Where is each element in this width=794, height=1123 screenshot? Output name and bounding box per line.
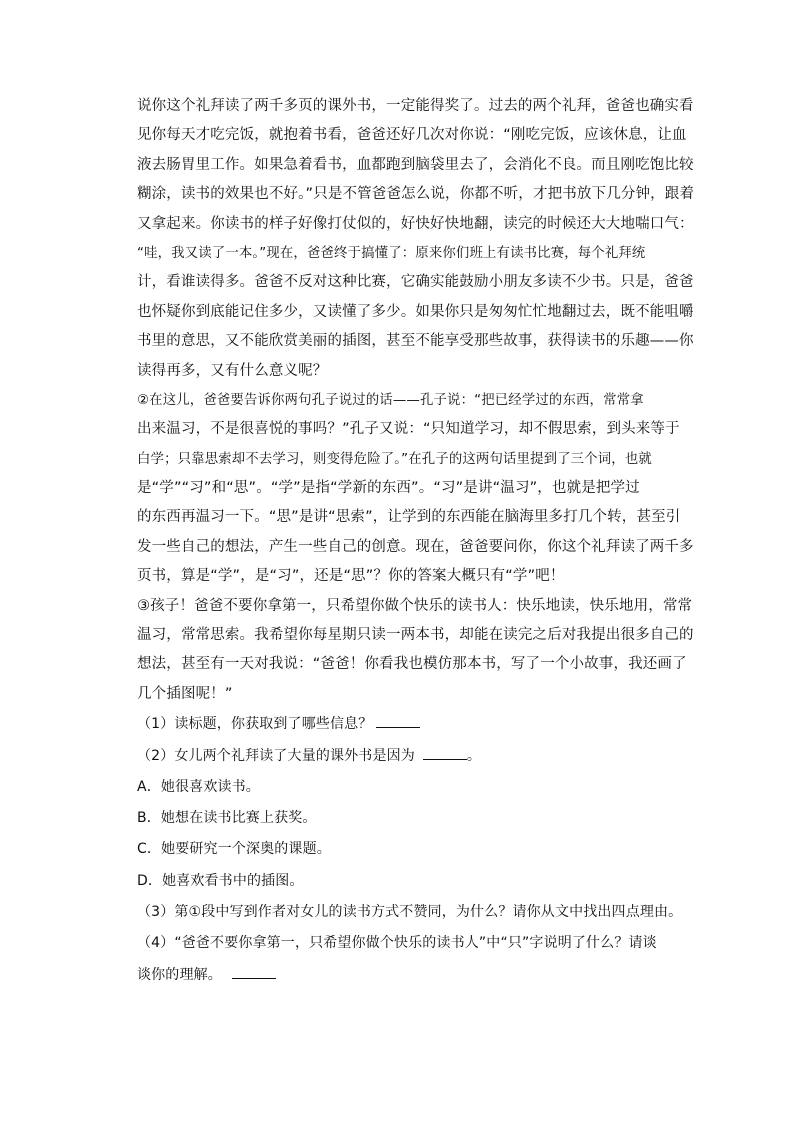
document-content [137,92,695,991]
passage-line: 读得再多，又有什么意义呢？ [137,362,328,379]
question-2-end: 。 [466,747,482,764]
option-c: C．她要研究一个深奥的课题。 [137,841,331,858]
paragraph-2-start: ②在这儿，爸爸要告诉你两句孔子说过的话——孔子说：“把已经学过的东西，常常拿 [137,392,644,408]
question-2 [137,741,680,772]
question-2-text: （2）女儿两个礼拜读了大量的课外书是因为 [137,747,415,764]
passage-line: 温习，常常思索。我希望你每星期只读一两本书，却能在读完之后对我提出很多自己的 [137,627,694,644]
question-4-line-1: （4）“爸爸不要你拿第一，只希望你做个快乐的读书人”中“只”字说明了什么？请谈 [137,935,657,952]
passage-line: 计，看谁读得多。爸爸不反对这种比赛，它确实能鼓励小朋友多读不少书。只是，爸爸 [137,274,694,291]
option-a: A．她很喜欢读书。 [137,778,260,795]
passage-line: 糊涂，读书的效果也不好。”只是不管爸爸怎么说，你都不听，才把书放下几分钟，跟着 [137,186,695,203]
answer-blank[interactable] [376,715,420,728]
passage-line: 也怀疑你到底能记住多少，又读懂了多少。如果你只是匆匆忙忙地翻过去，既不能咀嚼 [137,303,694,320]
answer-blank[interactable] [423,747,467,760]
passage-line: 白学；只靠思索却不去学习，则变得危险了。”在孔子的这两句话里提到了三个词，也就 [137,451,652,467]
question-4-line-2 [137,960,680,991]
passage-line: 页书，算是“学”，是“习”，还是“思”？你的答案大概只有“学”吧！ [137,568,565,585]
question-1 [137,709,680,740]
answer-blank[interactable] [232,966,276,979]
passage-line: 发一些自己的想法，产生一些自己的创意。现在，爸爸要问你，你这个礼拜读了两千多 [137,538,694,555]
question-4-text: 谈你的理解。 [137,966,222,983]
option-d: D．她喜欢看书中的插图。 [137,872,304,889]
question-1-text: （1）读标题，你获取到了哪些信息？ [137,716,373,733]
passage-line: 想法，甚至有一天对我说：“爸爸！你看我也模仿那本书，写了一个小故事，我还画了 [137,656,687,673]
passage-line: 说你这个礼拜读了两千多页的课外书，一定能得奖了。过去的两个礼拜，爸爸也确实看 [137,98,694,114]
passage-line: 液去肠胃里工作。如果急着看书，血都跑到脑袋里去了，会消化不良。而且刚吃饱比较 [137,156,694,173]
paragraph-3-start: ③孩子！爸爸不要你拿第一，只希望你做个快乐的读书人：快乐地读，快乐地用，常常 [137,597,693,614]
passage-line: 又拿起来。你读书的样子好像打仗似的，好快好快地翻，读完的时候还大大地喘口气： [137,215,694,232]
passage-line: 的东西再温习一下。“思”是讲“思索”，让学到的东西能在脑海里多打几个转，甚至引 [137,509,681,526]
passage-line: 见你每天才吃完饭，就抱着书看，爸爸还好几次对你说：“刚吃完饭，应该休息，让血 [137,127,687,144]
passage-line: 出来温习，不是很喜悦的事吗？”孔子又说：“只知道学习，却不假思索，到头来等于 [137,421,680,438]
passage-line: 书里的意思，又不能欣赏美丽的插图，甚至不能享受那些故事，获得读书的乐趣——你 [137,333,694,350]
passage-line: “哇，我又读了一本。”现在，爸爸终于搞懂了：原来你们班上有读书比赛，每个礼拜统 [137,245,646,261]
passage-line: 是“学”“习”和“思”。“学”是指“学新的东西”。“习”是讲“温习”，也就是把学过 [137,480,640,497]
option-b: B．她想在读书比赛上获奖。 [137,810,317,827]
question-3: （3）第①段中写到作者对女儿的读书方式不赞同，为什么？请你从文中找出四点理由。 [137,903,683,920]
passage-line: 几个插图呢！” [137,685,233,702]
